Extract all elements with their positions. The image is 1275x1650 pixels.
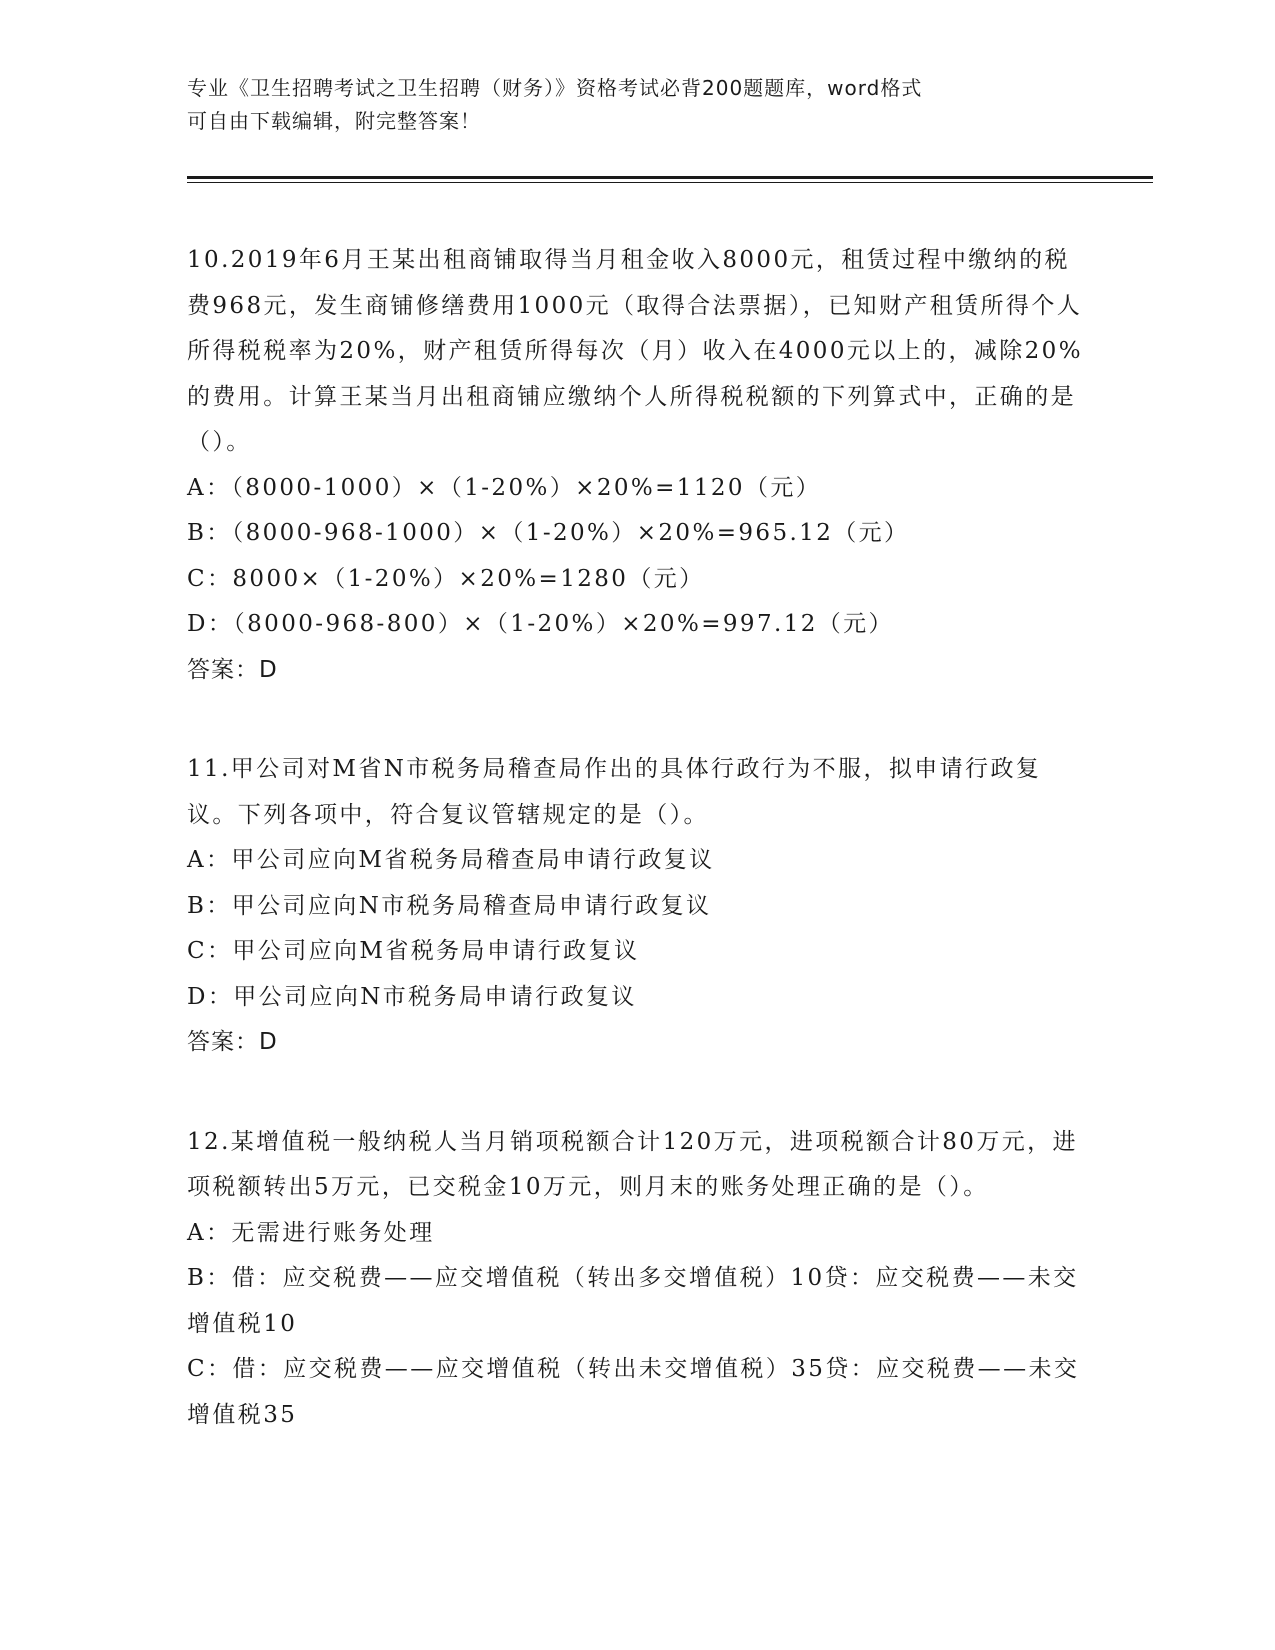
header-divider-thick: [187, 176, 1153, 179]
option-b: B：（8000-968-1000）×（1-20%）×20%=965.12（元）: [187, 520, 910, 546]
option-d: D：甲公司应向N市税务局申请行政复议: [187, 983, 637, 1010]
header-title-line-1: 专业《卫生招聘考试之卫生招聘（财务）》资格考试必背200题题库，word格式: [187, 76, 923, 100]
question-stem: 11.甲公司对M省N市税务局稽查局作出的具体行政行为不服，拟申请行政复议。下列各项中，符合复议管辖规定的是（）。: [187, 756, 1042, 828]
question-10: [187, 238, 1087, 693]
answer-line: 答案：D: [187, 656, 278, 683]
answer-line: 答案：D: [187, 1029, 278, 1055]
option-a: A：（8000-1000）×（1-20%）×20%=1120（元）: [187, 474, 822, 501]
option-a: A：无需进行账务处理: [187, 1219, 435, 1246]
header-title-line-2: 可自由下载编辑，附完整答案！: [187, 109, 481, 133]
question-12: [187, 1120, 1087, 1439]
option-b: B：借：应交税费——应交增值税（转出多交增值税）10贷：应交税费——未交增值税10: [187, 1265, 1079, 1337]
question-stem: 10.2019年6月王某出租商铺取得当月租金收入8000元，租赁过程中缴纳的税费968元，发生商铺修缮费用1000元（取得合法票据），已知财产租赁所得个人所得税税率为20%，财产租赁所得每次（月）收入在4000元以上的，减除20%的费用。计算王某当月出租商铺应缴纳个人所得税税额的下列算式中，正确的是（）。: [187, 247, 1083, 455]
header-divider-thin: [187, 182, 1153, 183]
question-list: [187, 238, 1087, 1492]
option-b: B：甲公司应向N市税务局稽查局申请行政复议: [187, 892, 712, 919]
option-c: C：甲公司应向M省税务局申请行政复议: [187, 938, 640, 964]
option-c: C：借：应交税费——应交增值税（转出未交增值税）35贷：应交税费——未交增值税35: [187, 1356, 1080, 1428]
question-11: [187, 747, 1087, 1066]
option-a: A：甲公司应向M省税务局稽查局申请行政复议: [187, 847, 715, 873]
option-c: C：8000×（1-20%）×20%=1280（元）: [187, 565, 705, 592]
option-d: D：（8000-968-800）×（1-20%）×20%=997.12（元）: [187, 611, 894, 637]
question-stem: 12.某增值税一般纳税人当月销项税额合计120万元，进项税额合计80万元，进项税额转出5万元，已交税金10万元，则月末的账务处理正确的是（）。: [187, 1128, 1078, 1200]
document-header: [187, 72, 1067, 138]
